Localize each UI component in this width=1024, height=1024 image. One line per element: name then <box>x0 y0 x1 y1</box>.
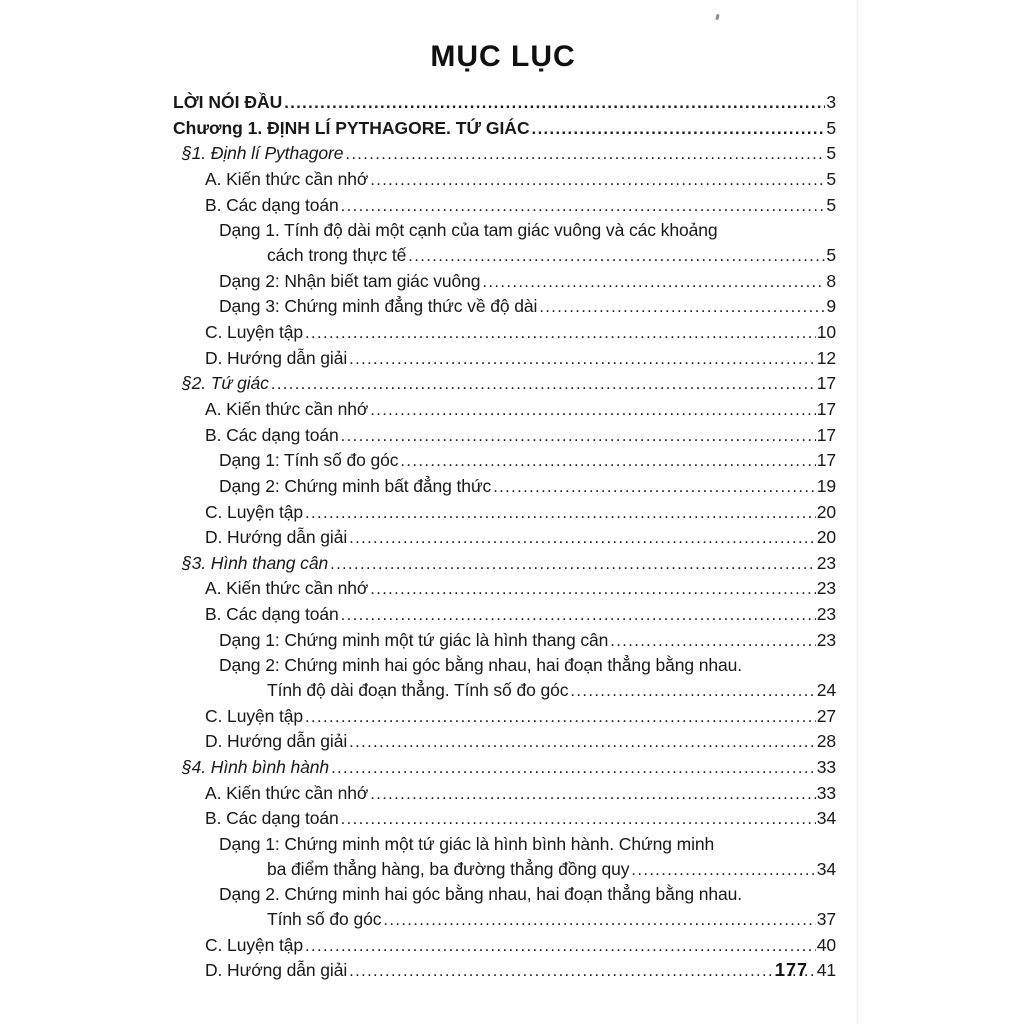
dot-leader <box>370 167 825 193</box>
toc-entry-page: 37 <box>816 909 836 929</box>
toc-entry-text: Dạng 3: Chứng minh đẳng thức về độ dài <box>219 296 538 317</box>
toc-entry-page: 33 <box>816 782 836 803</box>
toc-entry <box>170 551 836 577</box>
toc-entry-page: 40 <box>816 934 836 955</box>
dot-leader <box>570 678 815 704</box>
toc-entry-page: 17 <box>816 398 836 419</box>
toc-entry <box>170 320 836 346</box>
toc-entry <box>170 678 836 704</box>
toc-entry-page: 23 <box>816 604 836 625</box>
toc-entry-text: LỜI NÓI ĐẦU <box>173 92 283 112</box>
dot-leader <box>610 628 815 654</box>
toc-entry-text: Dạng 1: Tính số đo góc <box>219 450 399 471</box>
toc-entry-text: ba điểm thẳng hàng, ba đường thẳng đồng quy <box>267 858 630 879</box>
dot-leader <box>370 781 816 807</box>
toc-entry-page: 3 <box>826 92 836 112</box>
toc-entry-page: 27 <box>816 705 836 726</box>
toc-entry <box>170 602 836 628</box>
toc-entry-page: 9 <box>826 296 836 317</box>
toc-entry-text: Chương 1. ĐỊNH LÍ PYTHAGORE. TỨ GIÁC <box>173 117 530 138</box>
toc-entry-text: B. Các dạng toán <box>205 604 339 625</box>
dot-leader <box>341 806 816 832</box>
dot-leader <box>305 933 816 959</box>
toc-entry-page: 5 <box>826 194 836 215</box>
scan-edge-shadow <box>856 0 859 1024</box>
toc-entry-page: 5 <box>826 117 836 138</box>
toc-entry-page: 34 <box>816 858 836 879</box>
toc-entry <box>170 653 836 678</box>
dot-leader <box>631 857 815 883</box>
dot-leader <box>383 907 815 933</box>
toc-entry <box>170 90 836 116</box>
toc-entry-text: Tính số đo góc <box>267 909 382 929</box>
toc-entry <box>170 933 836 959</box>
dot-leader <box>370 576 816 602</box>
dot-leader <box>493 474 816 500</box>
table-of-contents <box>170 90 836 984</box>
toc-entry-text: B. Các dạng toán <box>205 808 339 829</box>
dot-leader <box>400 448 815 474</box>
toc-entry-page: 8 <box>826 270 836 291</box>
dot-leader <box>345 141 825 167</box>
toc-entry <box>170 218 836 243</box>
toc-entry <box>170 448 836 474</box>
dot-leader <box>482 269 825 295</box>
toc-entry-text: Dạng 2: Nhận biết tam giác vuông <box>219 270 481 291</box>
toc-entry-text: B. Các dạng toán <box>205 194 339 215</box>
toc-entry-page: 24 <box>816 680 836 701</box>
page-title: MỤC LỤC <box>430 40 576 73</box>
toc-entry <box>170 269 836 295</box>
toc-entry-text: B. Các dạng toán <box>205 424 339 445</box>
toc-entry-page: 10 <box>816 321 836 342</box>
toc-entry-text: cách trong thực tế <box>267 244 407 265</box>
dot-leader <box>330 551 816 577</box>
toc-entry-page: 23 <box>816 552 836 573</box>
toc-entry-page: 20 <box>816 527 836 548</box>
dot-leader <box>349 729 816 755</box>
dot-leader <box>370 397 816 423</box>
toc-entry-text: A. Kiến thức cần nhớ <box>205 168 369 189</box>
dot-leader <box>331 755 816 781</box>
toc-entry-page: 41 <box>816 960 836 981</box>
toc-entry-text: Dạng 2: Chứng minh hai góc bằng nhau, hai đoạn thẳng bằng nhau. <box>219 655 743 676</box>
toc-entry-page: 12 <box>816 347 836 368</box>
toc-entry <box>170 397 836 423</box>
toc-entry-page: 20 <box>816 501 836 522</box>
toc-entry-page: 5 <box>826 244 836 265</box>
toc-entry <box>170 474 836 500</box>
toc-entry-text: C. Luyện tập <box>205 705 304 726</box>
toc-entry-text: C. Luyện tập <box>205 321 304 342</box>
page-footer <box>170 960 836 981</box>
toc-entry-page: 23 <box>816 578 836 599</box>
toc-entry-text: §1. Định lí Pythagore <box>182 143 344 164</box>
dot-leader <box>539 294 825 320</box>
toc-entry <box>170 525 836 551</box>
toc-entry <box>170 806 836 832</box>
toc-entry <box>170 781 836 807</box>
toc-entry-text: Tính độ dài đoạn thẳng. Tính số đo góc <box>267 680 569 701</box>
dot-leader <box>284 90 825 116</box>
page-number: 177 <box>774 960 808 980</box>
toc-entry-text: C. Luyện tập <box>205 934 304 955</box>
toc-entry-text: Dạng 2: Chứng minh bất đẳng thức <box>219 475 492 496</box>
toc-entry-text: D. Hướng dẫn giải <box>205 960 348 981</box>
toc-entry <box>170 346 836 372</box>
dot-leader <box>341 602 816 628</box>
toc-entry <box>170 371 836 397</box>
toc-entry <box>170 167 836 193</box>
dot-leader <box>305 500 816 526</box>
toc-entry-page: 34 <box>816 808 836 829</box>
dot-leader <box>349 525 816 551</box>
toc-entry-text: Dạng 1: Chứng minh một tứ giác là hình bình hành. Chứng minh <box>219 834 715 855</box>
toc-entry-page: 33 <box>816 757 836 778</box>
dot-leader <box>305 704 816 730</box>
toc-entry-text: §4. Hình bình hành <box>182 757 330 778</box>
toc-entry <box>170 832 836 857</box>
toc-entry <box>170 628 836 654</box>
dot-leader <box>349 346 816 372</box>
toc-entry-page: 17 <box>816 424 836 445</box>
toc-entry-page: 17 <box>816 450 836 471</box>
toc-sheet <box>170 42 836 984</box>
toc-entry-text: D. Hướng dẫn giải <box>205 731 348 752</box>
toc-entry-text: A. Kiến thức cần nhớ <box>205 578 369 599</box>
toc-entry-page: 28 <box>816 731 836 752</box>
toc-entry-text: Dạng 1: Chứng minh một tứ giác là hình thang cân <box>219 629 609 650</box>
toc-entry-page: 23 <box>816 629 836 650</box>
toc-entry <box>170 907 836 933</box>
toc-entry-text: §2. Tứ giác <box>182 373 269 394</box>
toc-entry <box>170 423 836 449</box>
dot-leader <box>305 320 816 346</box>
toc-entry-page: 17 <box>816 373 836 394</box>
toc-entry <box>170 755 836 781</box>
toc-entry <box>170 116 836 142</box>
toc-entry-text: A. Kiến thức cần nhớ <box>205 398 369 419</box>
toc-entry <box>170 500 836 526</box>
toc-entry-text: A. Kiến thức cần nhớ <box>205 782 369 803</box>
dot-leader <box>341 193 826 219</box>
toc-entry-text: Dạng 1. Tính độ dài một cạnh của tam giác vuông và các khoảng <box>219 220 718 241</box>
dot-leader <box>271 371 816 397</box>
toc-entry <box>170 576 836 602</box>
toc-entry-text: §3. Hình thang cân <box>182 552 329 573</box>
dot-leader <box>532 116 826 142</box>
scan-speck <box>715 14 719 20</box>
toc-entry-text: D. Hướng dẫn giải <box>205 527 348 548</box>
toc-entry-text: D. Hướng dẫn giải <box>205 347 348 368</box>
toc-entry <box>170 882 836 907</box>
toc-entry <box>170 857 836 883</box>
toc-entry <box>170 729 836 755</box>
toc-entry-page: 19 <box>816 475 836 496</box>
toc-entry-page: 5 <box>826 143 836 164</box>
toc-entry-text: Dạng 2. Chứng minh hai góc bằng nhau, hai đoạn thẳng bằng nhau. <box>219 884 743 905</box>
toc-entry <box>170 243 836 269</box>
toc-entry <box>170 704 836 730</box>
toc-entry <box>170 193 836 219</box>
toc-entry-page: 5 <box>826 168 836 189</box>
toc-entry <box>170 294 836 320</box>
toc-entry <box>170 141 836 167</box>
toc-entry-text: C. Luyện tập <box>205 501 304 522</box>
dot-leader <box>341 423 816 449</box>
dot-leader <box>408 243 825 269</box>
